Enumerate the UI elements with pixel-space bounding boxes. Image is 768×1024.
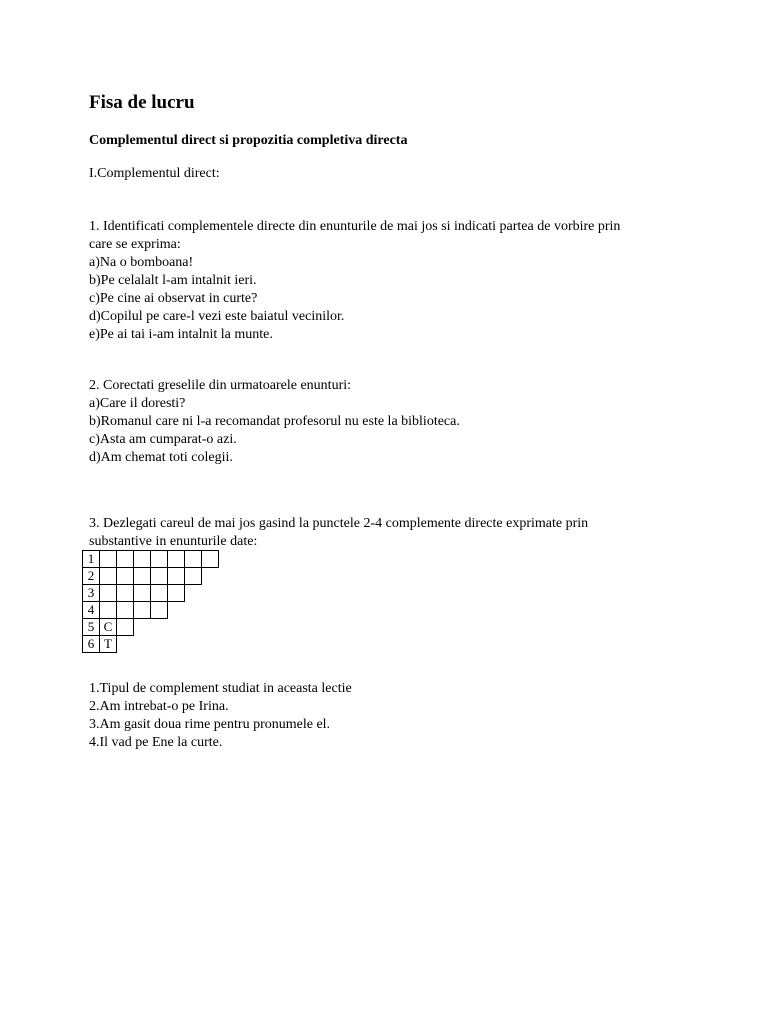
crossword-cell: [184, 567, 202, 585]
clue-1: 1.Tipul de complement studiat in aceasta lectie: [89, 681, 352, 696]
crossword-cell: [167, 584, 185, 602]
crossword-cell: [167, 550, 185, 568]
crossword-cell: [116, 550, 134, 568]
exercise-1-item-e: e)Pe ai tai i-am intalnit la munte.: [89, 327, 273, 342]
crossword-cell: [116, 584, 134, 602]
exercise-1: [89, 218, 679, 344]
page-title: Fisa de lucru: [89, 92, 195, 113]
crossword-cell: [99, 567, 117, 585]
clue-4: 4.Il vad pe Ene la curte.: [89, 735, 223, 750]
exercise-2-item-c: c)Asta am cumparat-o azi.: [89, 432, 237, 447]
crossword-cell: T: [99, 635, 117, 653]
exercise-3-prompt-line-1: 3. Dezlegati careul de mai jos gasind la punctele 2-4 complemente directe exprimate prin: [89, 516, 589, 531]
exercise-1-prompt-line-1: 1. Identificati complementele directe din enunturile de mai jos si indicati partea de vorbire prin: [89, 219, 621, 234]
crossword-cell: [150, 584, 168, 602]
exercise-1-item-c: c)Pe cine ai observat in curte?: [89, 291, 258, 306]
crossword-cell: [201, 550, 219, 568]
exercise-3: [89, 515, 679, 551]
crossword-cell: [99, 601, 117, 619]
crossword-cell: C: [99, 618, 117, 636]
exercise-2-item-d: d)Am chemat toti colegii.: [89, 450, 233, 465]
exercise-2-item-a: a)Care il doresti?: [89, 396, 186, 411]
crossword-cell: [116, 567, 134, 585]
crossword-row-number: 4: [82, 601, 100, 619]
exercise-3-prompt-line-2: substantive in enunturile date:: [89, 534, 258, 549]
exercise-1-item-a: a)Na o bomboana!: [89, 255, 194, 270]
crossword-row-number: 1: [82, 550, 100, 568]
crossword-row-number: 3: [82, 584, 100, 602]
crossword-cell: [167, 567, 185, 585]
page-subtitle: Complementul direct si propozitia completiva directa: [89, 133, 408, 148]
crossword-row-number: 5: [82, 618, 100, 636]
crossword-cell: [116, 601, 134, 619]
exercise-1-prompt-line-2: care se exprima:: [89, 237, 181, 252]
crossword-cell: [150, 550, 168, 568]
crossword-cell: [133, 601, 151, 619]
exercise-1-item-b: b)Pe celalalt l-am intalnit ieri.: [89, 273, 257, 288]
exercise-2: [89, 377, 679, 467]
crossword-clues: [89, 680, 679, 752]
exercise-1-item-d: d)Copilul pe care-l vezi este baiatul vecinilor.: [89, 309, 345, 324]
crossword-cell: [133, 550, 151, 568]
exercise-2-item-b: b)Romanul care ni l-a recomandat profesorul nu este la biblioteca.: [89, 414, 460, 429]
crossword-row-number: 6: [82, 635, 100, 653]
crossword-cell: [99, 550, 117, 568]
crossword-cell: [99, 584, 117, 602]
clue-3: 3.Am gasit doua rime pentru pronumele el.: [89, 717, 331, 732]
section-heading: I.Complementul direct:: [89, 166, 220, 181]
crossword-cell: [150, 567, 168, 585]
crossword-row-number: 2: [82, 567, 100, 585]
crossword-cell: [184, 550, 202, 568]
crossword-cell: [133, 567, 151, 585]
exercise-2-prompt: 2. Corectati greselile din urmatoarele enunturi:: [89, 378, 352, 393]
clue-2: 2.Am intrebat-o pe Irina.: [89, 699, 229, 714]
crossword-cell: [116, 618, 134, 636]
crossword-cell: [133, 584, 151, 602]
crossword-cell: [150, 601, 168, 619]
